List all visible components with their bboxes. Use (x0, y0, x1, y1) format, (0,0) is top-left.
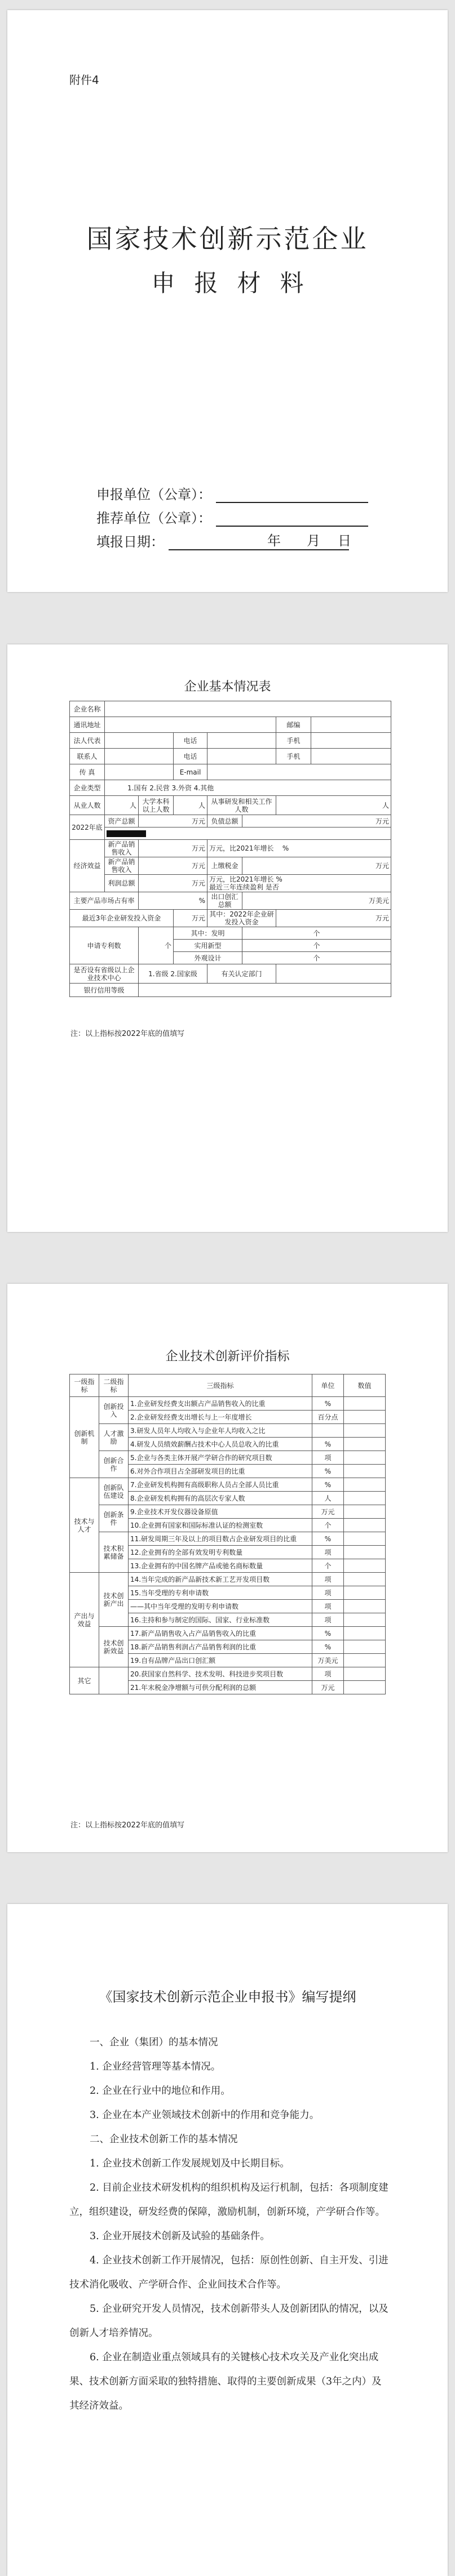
legal-mobile-label: 手机 (276, 733, 311, 749)
profit-label: 利润总额 (105, 875, 139, 892)
indicator-value-cell[interactable] (344, 1411, 386, 1424)
indicator-l3: 21.年末税金净增额与可供分配利润的总额 (129, 1681, 312, 1694)
total-debt-unit: 万元 (242, 815, 391, 827)
indicator-value-cell[interactable] (344, 1586, 386, 1600)
indicator-row (70, 1627, 386, 1640)
indicator-l3: 18.新产品销售利润占产品销售利润的比重 (129, 1640, 312, 1654)
indicators-note: 注：以上指标按2022年底的值填写 (70, 1821, 185, 1830)
indicator-unit: % (312, 1640, 344, 1654)
college-label: 大学本科以上人数 (139, 796, 174, 815)
growth-text: 万元，比2021年增长 (209, 844, 274, 852)
indicator-unit: % (312, 1478, 344, 1492)
guide-paragraph: 4. 企业技术创新工作开展情况，包括：原创性创新、自主开发、引进技术消化吸收、产学研合作、企业间技术合作等。 (69, 2255, 388, 2290)
date-label: 填报日期： (96, 534, 164, 550)
indicator-l3: 15.当年受理的专利申请数 (129, 1586, 312, 1600)
legal-rep-label: 法人代表 (70, 733, 105, 749)
guide-paragraph: 2. 目前企业技术研发机构的组织机构及运行机制，包括：各项制度建立，组织建设，研发经费的保障，激励机制，创新环境，产学研合作等。 (69, 2182, 388, 2218)
header-value: 数值 (344, 1374, 386, 1397)
sales-label: 新产品销售收入 (105, 857, 139, 875)
basic-info-page (7, 644, 448, 1232)
indicator-row (70, 1397, 386, 1411)
research-unit: 人 (276, 796, 391, 815)
tax-unit: 万元 (242, 857, 391, 875)
header-l1: 一级指标 (70, 1374, 99, 1397)
indicator-unit: 人 (312, 1492, 344, 1505)
indicator-l3: 12.企业拥有的全部有效发明专利数量 (129, 1546, 312, 1559)
indicator-row (70, 1505, 386, 1519)
profit-note: 最近三年连续盈利 (209, 883, 264, 891)
indicator-l2 (99, 1667, 129, 1694)
indicator-l3: 19.自有品牌产品出口创汇额 (129, 1654, 312, 1667)
export-label: 出口创汇总额 (207, 892, 242, 910)
type-options: 1.国有 2.民营 3.外资 4.其他 (105, 780, 391, 796)
indicator-unit: 个 (312, 1559, 344, 1573)
guide-paragraph: 3. 企业在本产业领域技术创新中的作用和竞争能力。 (90, 2110, 320, 2121)
design-unit: 个 (242, 952, 391, 964)
redacted-row (105, 827, 391, 840)
indicator-value-cell[interactable] (344, 1546, 386, 1559)
postcode-cell[interactable] (311, 717, 391, 733)
staff-label: 从业人数 (70, 796, 105, 815)
sales-unit: 万元 (139, 857, 207, 875)
indicator-row (70, 1573, 386, 1586)
indicator-row (70, 1532, 386, 1546)
indicator-value-cell[interactable] (344, 1424, 386, 1438)
indicator-l2: 创新条件 (99, 1505, 129, 1532)
indicator-l1: 其它 (70, 1667, 99, 1694)
indicators-body (70, 1397, 386, 1694)
indicator-l2: 人才激励 (99, 1424, 129, 1451)
applicant-line (216, 486, 368, 503)
rd-2022-label: 其中：2022年企业研发投入资金 (207, 910, 276, 927)
indicator-l3: 11.研发周期三年及以上的项目数占企业研发项目的比重 (129, 1532, 312, 1546)
college-unit: 人 (174, 796, 207, 815)
patents-unit: 个 (139, 927, 174, 964)
bank-credit-label: 银行信用等级 (70, 984, 139, 997)
indicator-l3: 9.企业技术开发仪器设备原值 (129, 1505, 312, 1519)
new-product-sales-label: 新产品销售收入 (105, 840, 139, 857)
cover-title: 国家技术创新示范企业 (86, 224, 369, 254)
attachment-label: 附件4 (69, 73, 99, 87)
indicator-unit: % (312, 1532, 344, 1546)
indicator-unit: 项 (312, 1613, 344, 1627)
guide-paragraph: 6. 企业在制造业重点领域具有的关键核心技术攻关及产业化突出成果、技术创新方面采取的独特措施、取得的主要创新成果（3年之内）及其经济效益。 (69, 2352, 382, 2412)
basic-note: 注：以上指标按2022年底的值填写 (70, 1030, 185, 1038)
indicator-l3: 6.对外合作项目占全部研发项目的比重 (129, 1465, 312, 1478)
email-cell[interactable] (207, 764, 391, 780)
header-l2: 二级指标 (99, 1374, 129, 1397)
indicator-l1: 技术与人才 (70, 1478, 99, 1573)
indicator-unit: 万元 (312, 1505, 344, 1519)
indicator-unit: 项 (312, 1573, 344, 1586)
type-label: 企业类型 (70, 780, 105, 796)
indicator-value-cell[interactable] (344, 1681, 386, 1694)
basic-table-title: 企业基本情况表 (184, 680, 271, 694)
guide-paragraph: 1. 企业经营管理等基本情况。 (90, 2061, 221, 2072)
growth-percent: % (282, 844, 289, 852)
fax-label: 传 真 (70, 764, 105, 780)
profit-unit: 万元 (139, 875, 207, 892)
indicators-title: 企业技术创新评价指标 (165, 1350, 290, 1364)
indicator-value-cell[interactable] (344, 1451, 386, 1465)
guide-paragraph: 二、企业技术创新工作的基本情况 (90, 2134, 238, 2145)
recommender-field (96, 507, 368, 527)
indicator-value-cell[interactable] (344, 1559, 386, 1573)
indicator-l3: 14.当年完成的新产品新技术新工艺开发项目数 (129, 1573, 312, 1586)
indicator-l3: 4.研发人员绩效薪酬占技术中心人员总收入的比重 (129, 1438, 312, 1451)
indicator-l3: 2.企业研发经费支出增长与上一年度增长 (129, 1411, 312, 1424)
indicator-unit: 个 (312, 1519, 344, 1532)
patents-label: 申请专利数 (70, 927, 139, 964)
rd-spending-label: 最近3年企业研发投入资金 (70, 910, 174, 927)
indicator-value-cell[interactable] (344, 1640, 386, 1654)
indicator-unit: % (312, 1627, 344, 1640)
indicators-table (69, 1374, 386, 1694)
date-field (96, 531, 349, 550)
company-name-cell[interactable] (105, 701, 391, 717)
legal-phone-cell[interactable] (207, 733, 276, 749)
rd-2022-unit: 万元 (276, 910, 391, 927)
indicators-page (7, 1284, 448, 1852)
indicator-unit (312, 1424, 344, 1438)
profit-growth-percent: % (276, 875, 282, 883)
indicator-l3: 1.企业研发经费支出额占产品销售收入的比重 (129, 1397, 312, 1411)
total-assets-unit: 万元 (139, 815, 207, 827)
indicator-unit: 项 (312, 1600, 344, 1613)
indicator-l2: 技术积累储备 (99, 1532, 129, 1573)
contact-mobile-label: 手机 (276, 749, 311, 764)
contact-label: 联系人 (70, 749, 105, 764)
indicator-value-cell[interactable] (344, 1532, 386, 1546)
legal-rep-cell[interactable] (105, 733, 174, 749)
bank-credit-cell[interactable] (139, 984, 391, 997)
indicator-unit: % (312, 1465, 344, 1478)
guide-title: 《国家技术创新示范企业申报书》编写提纲 (99, 1989, 356, 2005)
indicator-row (70, 1424, 386, 1438)
email-label: E-mail (174, 764, 207, 780)
indicator-value-cell[interactable] (344, 1492, 386, 1505)
total-assets-label: 资产总额 (105, 815, 139, 827)
header-unit: 单位 (312, 1374, 344, 1397)
utility-unit: 个 (242, 940, 391, 952)
postcode-label: 邮编 (276, 717, 311, 733)
contact-mobile-cell[interactable] (311, 749, 391, 764)
redaction-block (107, 830, 146, 837)
research-label: 从事研发和相关工作人数 (207, 796, 276, 815)
indicator-l1: 产出与效益 (70, 1573, 99, 1667)
day-label: 日 (338, 533, 351, 549)
year-label: 2022年底 (70, 815, 105, 840)
month-label: 月 (307, 533, 320, 549)
address-label: 通讯地址 (70, 717, 105, 733)
company-name-label: 企业名称 (70, 701, 105, 717)
new-product-growth (207, 840, 391, 857)
indicator-l3: 7.企业研发机构拥有高级职称人员占全部人员比重 (129, 1478, 312, 1492)
guide-paragraph: 1. 企业技术创新工作发展规划及中长期目标。 (90, 2158, 290, 2169)
recommender-label: 推荐单位（公章）： (96, 510, 211, 526)
total-debt-label: 负债总额 (207, 815, 242, 827)
contact-phone-cell[interactable] (207, 749, 276, 764)
market-share-label: 主要产品市场占有率 (70, 892, 139, 910)
recommender-line (216, 510, 368, 527)
contact-cell[interactable] (105, 749, 174, 764)
profit-growth-text: 万元，比2021年增长 (209, 875, 274, 883)
center-label: 是否设有省级以上企业技术中心 (70, 964, 139, 984)
guide-page (7, 1904, 448, 2576)
invention-unit: 个 (242, 927, 391, 940)
indicator-value-cell[interactable] (344, 1600, 386, 1613)
tax-label: 上缴税金 (207, 857, 242, 875)
guide-body (69, 2031, 391, 2418)
guide-paragraph: 一、企业（集团）的基本情况 (90, 2037, 218, 2048)
legal-phone-label: 电话 (174, 733, 207, 749)
fax-cell[interactable] (105, 764, 174, 780)
indicator-value-cell[interactable] (344, 1667, 386, 1681)
indicator-l2: 创新合作 (99, 1451, 129, 1478)
market-share-unit: % (139, 892, 207, 910)
indicator-l3: 17.新产品销售收入占产品销售收入的比重 (129, 1627, 312, 1640)
legal-mobile-cell[interactable] (311, 733, 391, 749)
indicator-unit: 项 (312, 1546, 344, 1559)
year-label: 年 (267, 533, 281, 549)
indicator-value-cell[interactable] (344, 1505, 386, 1519)
indicator-row (70, 1451, 386, 1465)
indicator-l3: 16.主持和参与制定的国际、国家、行业标准数 (129, 1613, 312, 1627)
indicator-value-cell[interactable] (344, 1465, 386, 1478)
indicator-l3: 20.获国家自然科学、技术发明、科技进步奖项目数 (129, 1667, 312, 1681)
center-options: 1.省级 2.国家级 (139, 964, 207, 984)
indicator-value-cell[interactable] (344, 1397, 386, 1411)
indicator-unit: 项 (312, 1667, 344, 1681)
indicator-value-cell[interactable] (344, 1438, 386, 1451)
indicator-value-cell[interactable] (344, 1613, 386, 1627)
indicator-row (70, 1667, 386, 1681)
indicator-l2: 技术创新产出 (99, 1573, 129, 1627)
indicator-l3: 3.研发人员年人均收入与企业年人均收入之比 (129, 1424, 312, 1438)
indicator-l1: 创新机制 (70, 1397, 99, 1478)
utility-label: 实用新型 (174, 940, 242, 952)
indicator-l2: 创新投入 (99, 1397, 129, 1424)
profit-growth (207, 875, 391, 892)
indicator-l3: 13.企业拥有的中国名牌产品或驰名商标数量 (129, 1559, 312, 1573)
indicator-unit: % (312, 1438, 344, 1451)
date-line (169, 533, 349, 550)
indicator-l3: 10.企业拥有国家和国际标准认证的检测室数 (129, 1519, 312, 1532)
certify-dept-cell[interactable] (276, 964, 391, 984)
guide-paragraph: 5. 企业研究开发人员情况，技术创新带头人及创新团队的情况，以及创新人才培养情况。 (69, 2303, 388, 2339)
indicator-row (70, 1478, 386, 1492)
address-cell[interactable] (105, 717, 276, 733)
indicator-unit: 项 (312, 1451, 344, 1465)
indicator-l2: 技术创新效益 (99, 1627, 129, 1667)
operation-label: 经济效益 (70, 840, 105, 892)
indicator-l3: 5.企业与各类主体开展产学研合作的研究项目数 (129, 1451, 312, 1465)
indicator-unit: 万元 (312, 1681, 344, 1694)
applicant-field (96, 483, 368, 503)
export-unit: 万美元 (242, 892, 391, 910)
profit-yes-no: 是否 (265, 883, 279, 891)
design-label: 外观设计 (174, 952, 242, 964)
indicator-value-cell[interactable] (344, 1654, 386, 1667)
indicator-unit: % (312, 1397, 344, 1411)
invention-label: 其中：发明 (174, 927, 242, 940)
contact-phone-label: 电话 (174, 749, 207, 764)
indicator-value-cell[interactable] (344, 1627, 386, 1640)
cover-subtitle: 申报材料 (151, 269, 323, 297)
header-l3: 三级指标 (129, 1374, 312, 1397)
certify-dept-label: 有关认定部门 (207, 964, 276, 984)
indicator-value-cell[interactable] (344, 1573, 386, 1586)
applicant-label: 申报单位（公章）： (96, 487, 211, 502)
indicator-unit: 百分点 (312, 1411, 344, 1424)
guide-paragraph: 2. 企业在行业中的地位和作用。 (90, 2085, 231, 2097)
rd-spending-unit: 万元 (174, 910, 207, 927)
cover-page (7, 10, 448, 592)
indicator-unit: 项 (312, 1586, 344, 1600)
basic-info-table (69, 701, 391, 997)
indicator-value-cell[interactable] (344, 1519, 386, 1532)
indicator-unit: 万美元 (312, 1654, 344, 1667)
new-product-sales-unit: 万元 (139, 840, 207, 857)
guide-paragraph: 3. 企业开展技术创新及试验的基础条件。 (90, 2231, 270, 2242)
staff-unit: 人 (105, 796, 139, 815)
indicator-l3: ——其中当年受理的发明专利申请数 (129, 1600, 312, 1613)
indicator-l2: 创新队伍建设 (99, 1478, 129, 1505)
indicator-value-cell[interactable] (344, 1478, 386, 1492)
indicator-l3: 8.企业研发机构拥有的高层次专家人数 (129, 1492, 312, 1505)
